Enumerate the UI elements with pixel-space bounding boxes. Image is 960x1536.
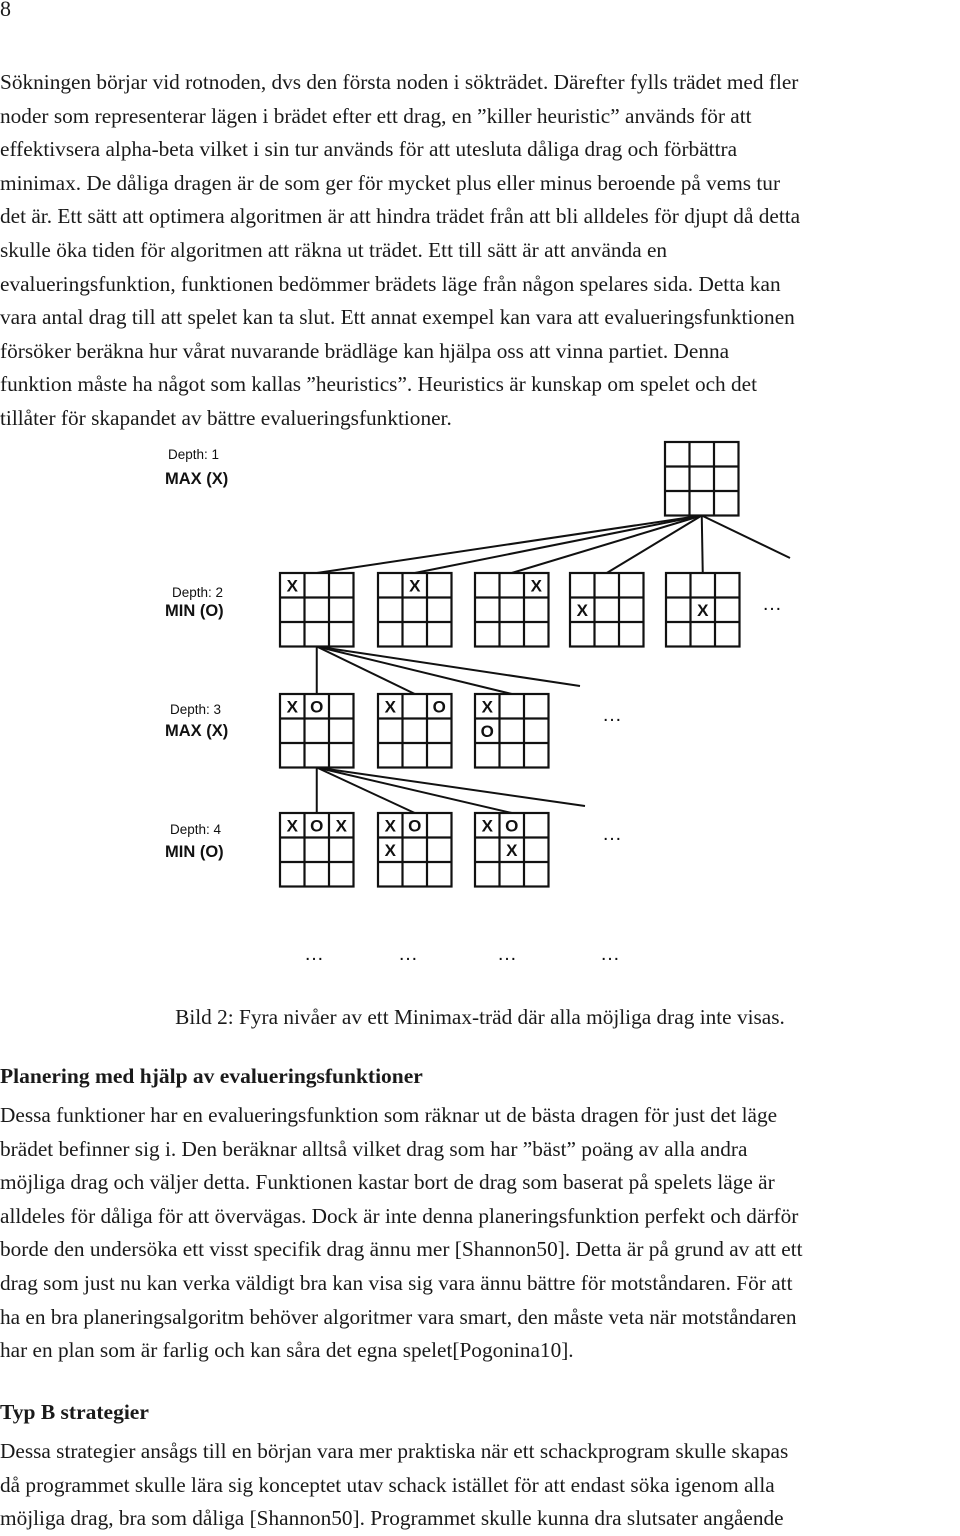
text-line: har en plan som är farlig och kan såra det egna spelet[Pogonina10]. <box>0 1338 574 1363</box>
x-mark: X <box>481 697 493 717</box>
tree-edge <box>702 516 790 559</box>
depth2-board <box>475 573 549 647</box>
depth-label: Depth: 3 <box>170 702 222 717</box>
o-mark: O <box>310 816 324 836</box>
text-line: effektivsera alpha-beta vilket i sin tur används för att utesluta dåliga drag och förbättra <box>0 137 738 162</box>
text-line: borde den undersöka ett visst specifik drag ännu mer [Shannon50]. Detta är på grund av att ett <box>0 1237 803 1262</box>
text-line: brädet befinner sig i. Den beräknar alltså vilket drag som har ”bäst” poäng av alla andra <box>0 1136 748 1161</box>
text-line: möjliga drag och väljer detta. Funktionen kastar bort de drag som baserat på spelets läge är <box>0 1170 775 1195</box>
ellipsis-marker: … <box>304 943 326 965</box>
tree-edge <box>317 768 512 814</box>
x-mark: X <box>506 840 518 860</box>
text-line: då programmet skulle lära sig konceptet utav schack istället för att endast söka igenom alla <box>0 1472 775 1497</box>
x-mark: X <box>697 600 709 620</box>
depth2-board <box>378 573 452 647</box>
text-line: tillåter för skapandet av bättre evalueringsfunktioner. <box>0 405 452 430</box>
text-line: funktion måste ha något som kallas ”heuristics”. Heuristics är kunskap om spelet och det <box>0 372 758 397</box>
o-mark: O <box>480 721 494 741</box>
text-line: minimax. De dåliga dragen är de som ger för mycket plus eller minus beroende på vems tur <box>0 170 781 195</box>
player-label: MIN (O) <box>165 602 224 620</box>
page-number: 8 <box>0 0 11 21</box>
x-mark: X <box>335 816 347 836</box>
ellipsis-marker: … <box>602 704 624 726</box>
depth2-board <box>570 573 644 647</box>
root-board <box>665 442 739 516</box>
x-mark: X <box>409 576 421 596</box>
text-line: försöker beräkna hur vårat nuvarande brädläge kan hjälpa oss att vinna partiet. Denna <box>0 338 730 363</box>
depth-label: Depth: 1 <box>168 447 220 462</box>
text-line: möjliga drag, bra som dåliga [Shannon50]. Programmet skulle kunna dra slutsater angående <box>0 1506 784 1531</box>
ellipsis-markers <box>304 593 784 965</box>
ellipsis-marker: … <box>762 593 784 615</box>
intro-paragraph <box>0 66 960 436</box>
x-mark: X <box>481 816 493 836</box>
o-mark: O <box>408 816 422 836</box>
ellipsis-marker: … <box>398 943 420 965</box>
ellipsis-marker: … <box>600 943 622 965</box>
board-frame <box>665 442 739 516</box>
text-line: Sökningen börjar vid rotnoden, dvs den första noden i sökträdet. Därefter fylls trädet med fler <box>0 70 799 94</box>
depth2-board <box>666 573 740 647</box>
text-line: alldeles för dåliga för att övervägas. Dock är inte denna planeringsfunktion perfekt och därför <box>0 1203 799 1228</box>
player-label: MIN (O) <box>165 843 224 861</box>
depth4-board <box>280 813 354 887</box>
o-mark: O <box>432 697 446 717</box>
depth2-board <box>280 573 354 647</box>
depth-label: Depth: 4 <box>170 822 222 837</box>
section-heading: Planering med hjälp av evalueringsfunktioner <box>0 1064 423 1088</box>
minimax-tree-figure <box>0 438 960 978</box>
section-paragraph <box>0 1099 960 1368</box>
section-paragraph <box>0 1435 960 1536</box>
x-mark: X <box>576 600 588 620</box>
text-line: evalueringsfunktion, funktionen bedömmer brädets läge från någon spelares sida. Detta kan <box>0 271 781 296</box>
ellipsis-marker: … <box>497 943 519 965</box>
x-mark: X <box>530 576 542 596</box>
section-heading: Typ B strategier <box>0 1400 149 1424</box>
tree-edge <box>317 516 702 574</box>
text-line: det är. Ett sätt att optimera algoritmen är att hindra trädet från att bli alldeles för djupt då detta <box>0 204 801 229</box>
text-line: Dessa strategier ansågs till en början vara mer praktiska när ett schackprogram skulle skapas <box>0 1439 789 1463</box>
figure-caption: Bild 2: Fyra nivåer av ett Minimax-träd där alla möjliga drag inte visas. <box>175 1005 785 1029</box>
depth4-board <box>475 813 549 887</box>
text-line: ha en bra planeringsalgoritm behöver algoritmer vara smart, den måste veta när motståndaren <box>0 1304 797 1329</box>
player-label: MAX (X) <box>165 470 229 488</box>
depth-label: Depth: 2 <box>172 585 224 600</box>
depth3-board <box>378 694 452 768</box>
depth3-board <box>280 694 354 768</box>
ellipsis-marker: … <box>602 823 624 845</box>
player-label: MAX (X) <box>165 722 229 740</box>
o-mark: O <box>310 697 324 717</box>
x-mark: X <box>384 816 396 836</box>
depth4-board <box>378 813 452 887</box>
tree-boards <box>280 442 740 887</box>
x-mark: X <box>384 840 396 860</box>
text-line: drag som just nu kan verka väldigt bra kan visa sig vara ännu bättre för motståndaren. För att <box>0 1270 793 1295</box>
tree-edge <box>415 516 702 574</box>
x-mark: X <box>286 816 298 836</box>
x-mark: X <box>384 697 396 717</box>
text-line: vara antal drag till att spelet kan ta slut. Ett annat exempel kan vara att evalueringsfunktionen <box>0 305 795 330</box>
x-mark: X <box>286 576 298 596</box>
x-mark: X <box>286 697 298 717</box>
tree-edge <box>512 516 702 574</box>
o-mark: O <box>505 816 519 836</box>
text-line: Dessa funktioner har en evalueringsfunktion som räknar ut de bästa dragen för just det läge <box>0 1103 778 1127</box>
depth3-board <box>475 694 549 768</box>
depth-labels <box>165 447 228 861</box>
text-line: noder som representerar lägen i brädet efter ett drag, en ”killer heuristic” används för att <box>0 103 752 128</box>
tree-edge <box>317 647 512 695</box>
text-line: skulle öka tiden för algoritmen att räkna ut trädet. Ett till sätt är att använda en <box>0 237 668 262</box>
tree-edge <box>702 516 703 574</box>
